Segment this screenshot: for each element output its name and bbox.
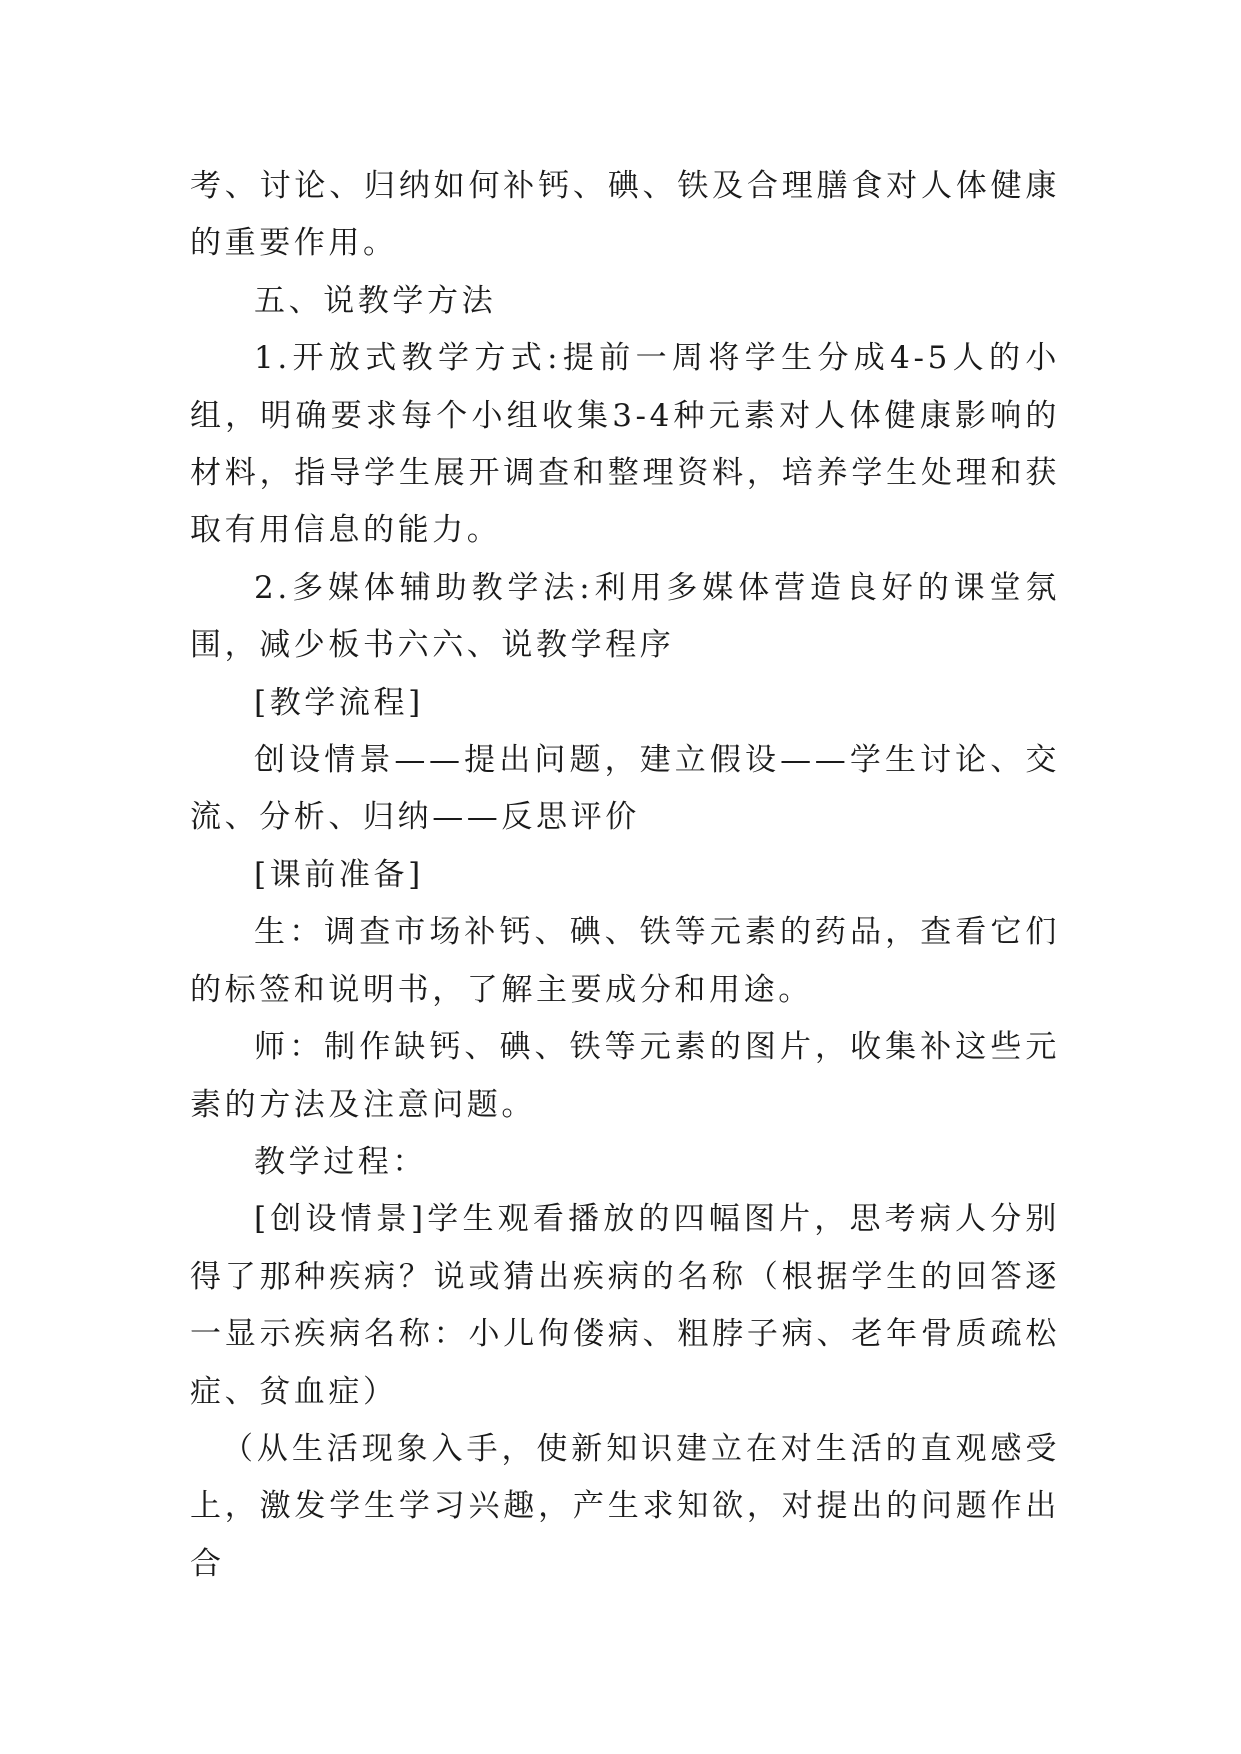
document-body	[190, 158, 1060, 1593]
paragraph-continuation: 考、讨论、归纳如何补钙、碘、铁及合理膳食对人体健康的重要作用。	[190, 168, 1060, 262]
label-teaching-flow: [教学流程]	[254, 684, 424, 721]
label-preparation: [课前准备]	[254, 856, 424, 893]
paragraph-open-teaching: 1.开放式教学方式:提前一周将学生分成4-5人的小组，明确要求每个小组收集3-4种元素对人体健康影响的材料，指导学生展开调查和整理资料，培养学生处理和获取有用信息的能力。	[190, 340, 1060, 549]
paragraph-create-scenario: [创设情景]学生观看播放的四幅图片，思考病人分别得了那种疾病？说或猜出疾病的名称（根据学生的回答逐一显示疾病名称：小儿佝偻病、粗脖子病、老年骨质疏松症、贫血症）	[190, 1201, 1060, 1410]
paragraph-rationale: （从生活现象入手，使新知识建立在对生活的直观感受上，激发学生学习兴趣，产生求知欲，对提出的问题作出合	[190, 1430, 1060, 1582]
paragraph-multimedia-teaching: 2.多媒体辅助教学法:利用多媒体营造良好的课堂氛围，减少板书六六、说教学程序	[190, 569, 1060, 664]
label-teaching-process: 教学过程：	[254, 1143, 427, 1180]
section-heading-teaching-methods: 五、说教学方法	[254, 282, 497, 319]
paragraph-teacher-preparation: 师：制作缺钙、碘、铁等元素的图片，收集补这些元素的方法及注意问题。	[190, 1029, 1060, 1123]
paragraph-teaching-flow: 创设情景——提出问题，建立假设——学生讨论、交流、分析、归纳——反思评价	[190, 742, 1060, 836]
paragraph-student-preparation: 生：调查市场补钙、碘、铁等元素的药品，查看它们的标签和说明书，了解主要成分和用途。	[190, 914, 1060, 1008]
